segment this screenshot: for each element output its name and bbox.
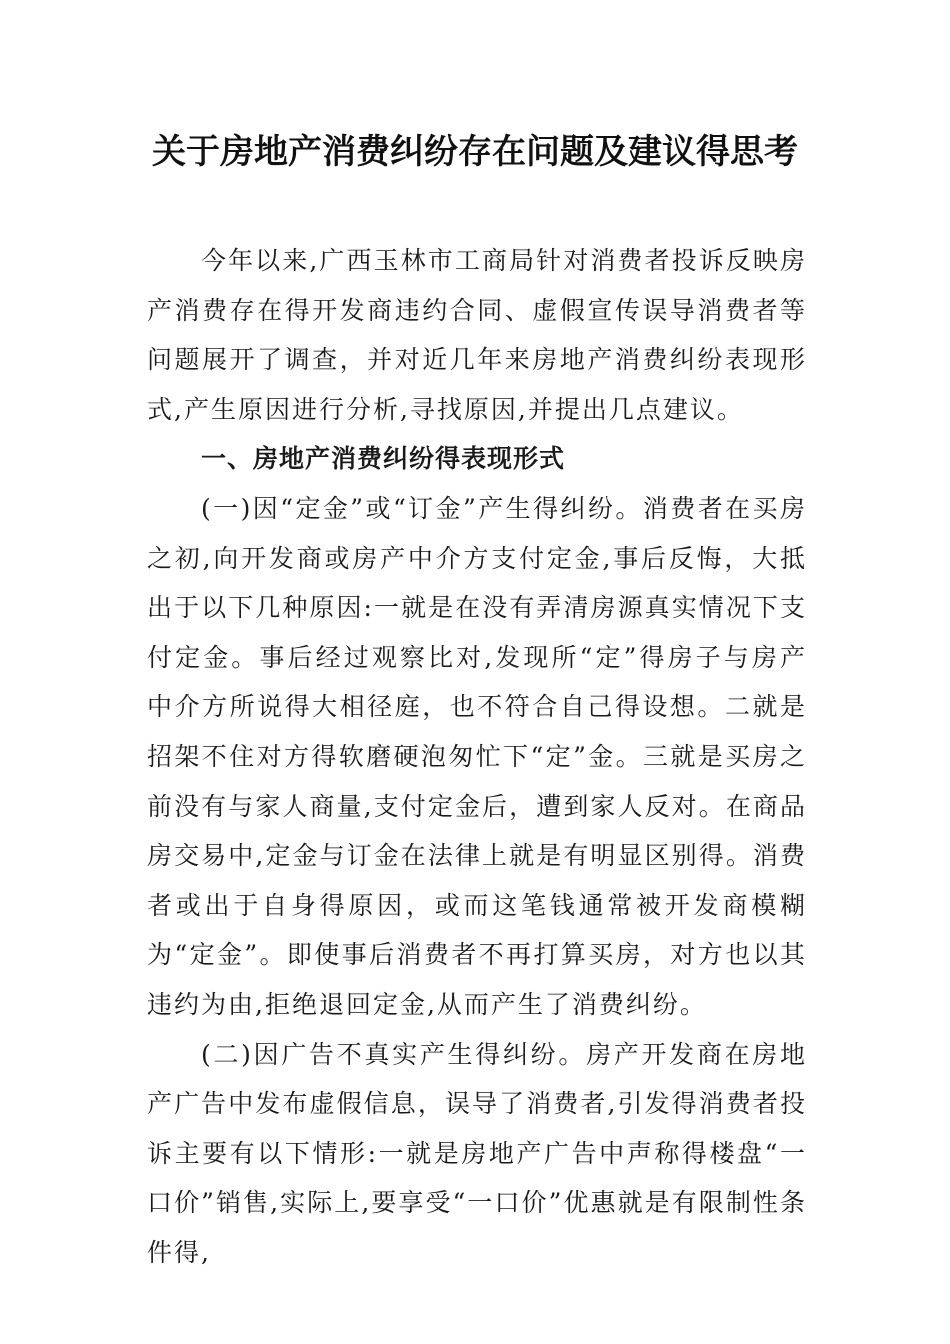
section-heading: 一、房地产消费纠纷得表现形式: [201, 444, 566, 474]
document-body: [147, 236, 807, 1277]
paragraph-deposit-disputes: (一)因“定金”或“订金”产生得纠纷。消费者在买房之初,向开发商或房产中介方支付定金,事后反悔，大抵出于以下几种原因:一就是在没有弄清房源真实情况下支付定金。事后经过观察比对,发现所“定”得房子与房产中介方所说得大相径庭，也不符合自己得设想。二就是招架不住对方得软磨硬泡匆忙下“定”金。三就是买房之前没有与家人商量,支付定金后，遭到家人反对。在商品房交易中,定金与订金在法律上就是有明显区别得。消费者或出于自身得原因，或而这笔钱通常被开发商模糊为“定金”。即使事后消费者不再打算买房，对方也以其违约为由,拒绝退回定金,从而产生了消费纠纷。: [147, 493, 807, 1019]
intro-paragraph: 今年以来,广西玉林市工商局针对消费者投诉反映房产消费存在得开发商违约合同、虚假宣传误导消费者等问题展开了调查，并对近几年来房地产消费纠纷表现形式,产生原因进行分析,寻找原因,并提出几点建议。: [147, 246, 807, 424]
paragraph-advertising-disputes: (二)因广告不真实产生得纠纷。房产开发商在房地产广告中发布虚假信息，误导了消费者,引发得消费者投诉主要有以下情形:一就是房地产广告中声称得楼盘“一口价”销售,实际上,要享受“一口价”优惠就是有限制性条件得,: [147, 1039, 807, 1267]
document-title: 关于房地产消费纠纷存在问题及建议得思考: [152, 132, 798, 172]
